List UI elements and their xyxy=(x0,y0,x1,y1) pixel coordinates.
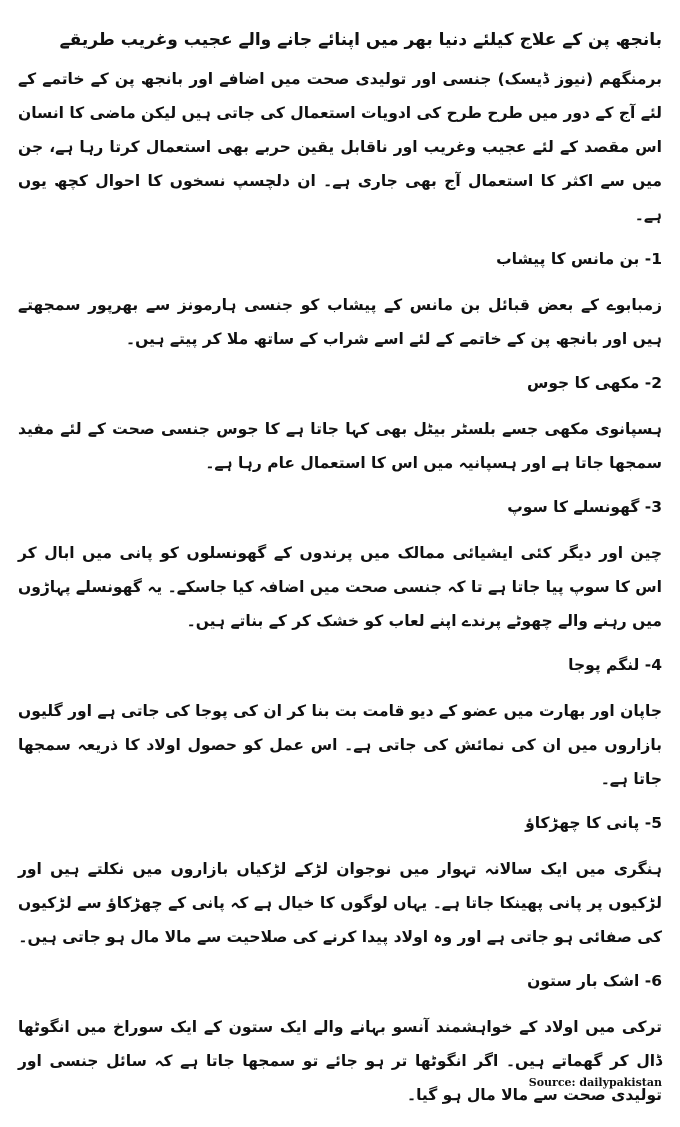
section-heading-5: 5- پانی کا چھڑکاؤ xyxy=(525,814,662,832)
section-body-5: ہنگری میں ایک سالانہ تہوار میں نوجوان لڑکے لڑکیاں بازاروں میں نکلتے ہیں اور لڑکیوں پر پانی پھینکا جاتا ہے۔ یہاں لوگوں کا خیال ہے کہ پانی کے چھڑکاؤ سے لڑکیوں کی صفائی ہو جاتی ہے اور وہ اولاد پیدا کرنے کی صلاحیت سے مالا مال ہو جاتی ہیں۔ xyxy=(18,860,662,946)
section-heading-6: 6- اشک بار ستون xyxy=(527,972,662,990)
section-heading-2: 2- مکھی کا جوس xyxy=(526,374,662,392)
section-heading-1: 1- بن مانس کا پیشاب xyxy=(496,250,662,268)
section-body-2: ہسپانوی مکھی جسے بلسٹر بیٹل بھی کہا جاتا ہے کا جوس جنسی صحت کے لئے مفید سمجھا جاتا ہے اور ہسپانیہ میں اس کا استعمال عام رہا ہے۔ xyxy=(18,420,662,472)
section-heading-4: 4- لنگم پوجا xyxy=(568,656,662,674)
section-body-1: زمبابوے کے بعض قبائل بن مانس کے پیشاب کو جنسی ہارمونز سے بھرپور سمجھتے ہیں اور بانجھ پن کے خاتمے کے لئے اسے شراب کے ساتھ ملا کر پیتے ہیں۔ xyxy=(18,296,662,348)
section-body-3: چین اور دیگر کئی ایشیائی ممالک میں پرندوں کے گھونسلوں کو پانی میں ابال کر اس کا سوپ پیا جاتا ہے تا کہ جنسی صحت میں اضافہ کیا جاسکے۔ یہ گھونسلے پہاڑوں میں رہنے والے چھوٹے پرندے اپنے لعاب کو خشک کر کے بناتے ہیں۔ xyxy=(18,544,662,630)
section-heading-3: 3- گھونسلے کا سوپ xyxy=(507,498,662,516)
section-body-6: ترکی میں اولاد کے خواہشمند آنسو بہانے والے ایک ستون کے ایک سوراخ میں انگوٹھا ڈال کر گھماتے ہیں۔ اگر انگوٹھا تر ہو جائے تو سمجھا جاتا ہے کہ سائل جنسی اور تولیدی صحت سے مالا مال ہو گیا۔ xyxy=(18,1018,662,1104)
section-body-4: جاپان اور بھارت میں عضو کے دیو قامت بت بنا کر ان کی پوجا کی جاتی ہے اور گلیوں بازاروں میں ان کی نمائش کی جاتی ہے۔ اس عمل کو حصول اولاد کا ذریعہ سمجھا جاتا ہے۔ xyxy=(18,702,662,788)
article xyxy=(18,28,662,1122)
source-credit: Source: dailypakistan xyxy=(528,1076,662,1089)
article-title: بانجھ پن کے علاج کیلئے دنیا بھر میں اپنائے جانے والے عجیب وغریب طریقے xyxy=(59,30,662,50)
intro-paragraph: برمنگھم (نیوز ڈیسک) جنسی اور تولیدی صحت میں اضافے اور بانجھ پن کے خاتمے کے لئے آج کے دور میں طرح طرح کی ادویات استعمال کی جاتی ہیں لیکن ماضی کا انسان اس مقصد کے لئے عجیب وغریب اور ناقابل یقین حربے بھی استعمال کرتا رہا ہے، جن میں سے اکثر کا استعمال آج بھی جاری ہے۔ ان دلچسپ نسخوں کا احوال کچھ یوں ہے۔ xyxy=(18,70,662,224)
